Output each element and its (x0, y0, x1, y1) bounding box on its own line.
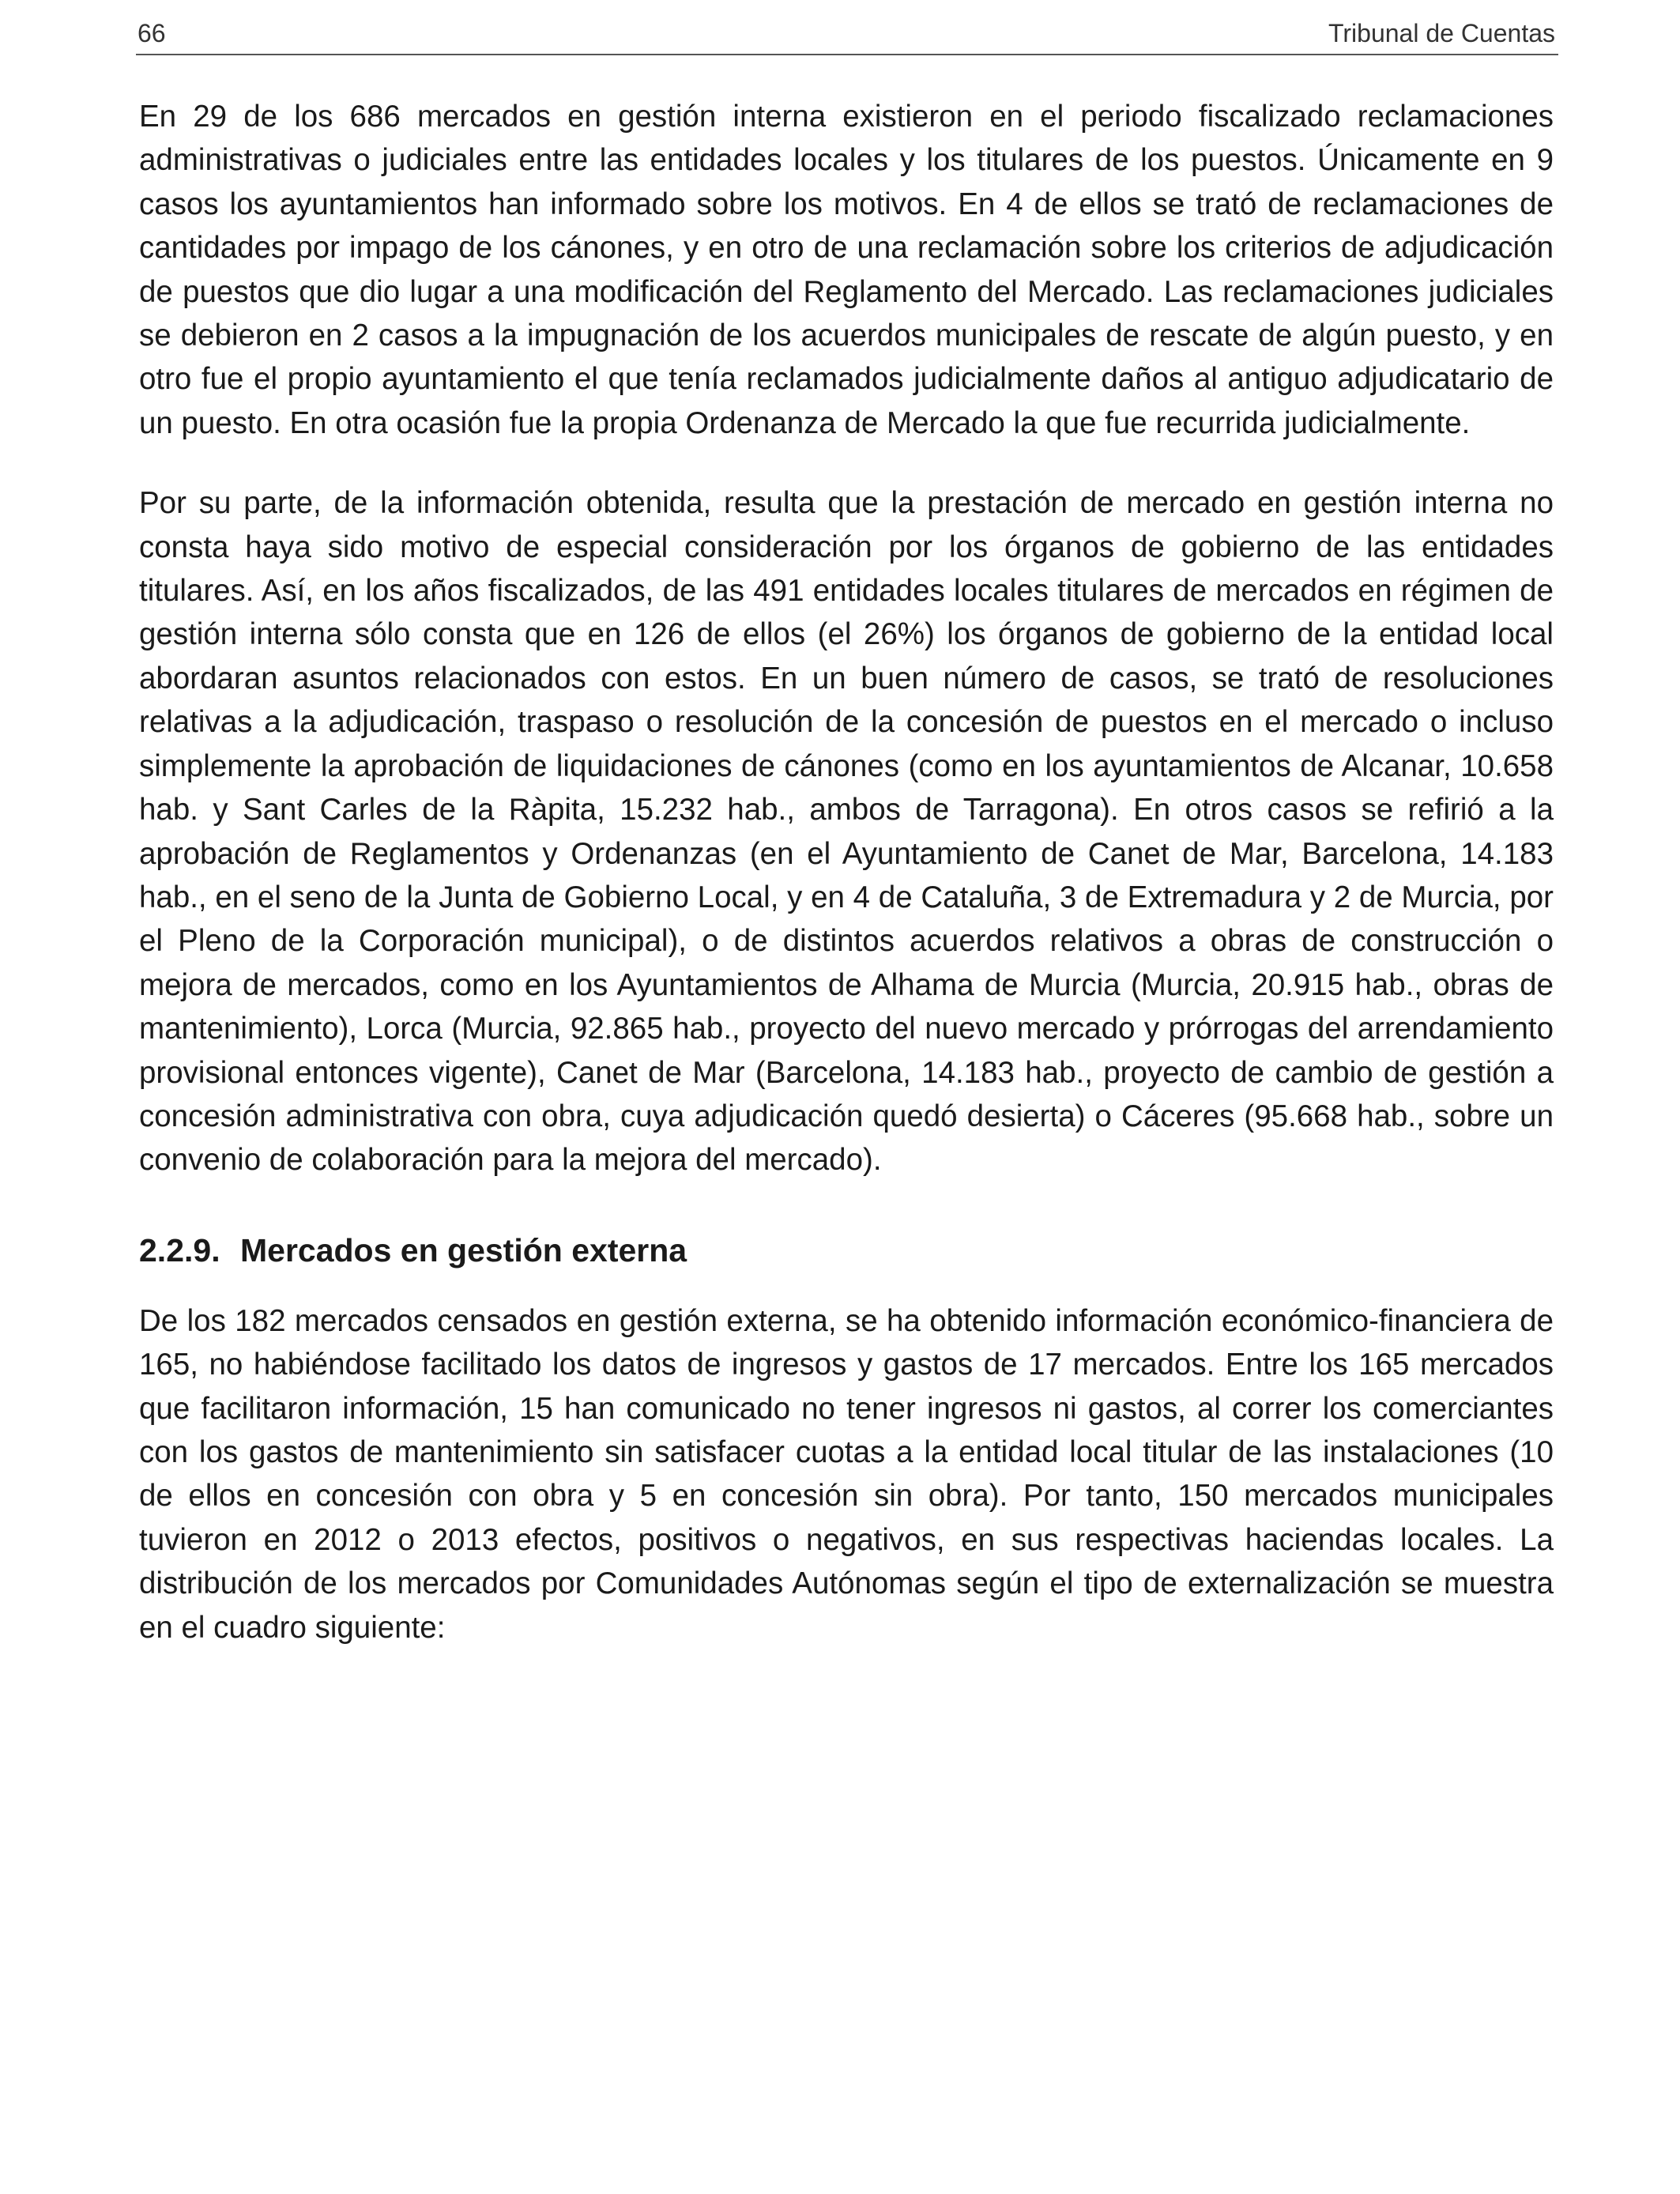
publication-title: Tribunal de Cuentas (1328, 19, 1555, 47)
page-header (136, 14, 1558, 55)
paragraph-gestion-externa: De los 182 mercados censados en gestión externa, se ha obtenido información económico-financiera de 165, no habiéndose facilitado los datos de ingresos y gastos de 17 mercados. Entre los 165 mercados que facilitaron información, 15 han comunicado no tener ingresos ni gastos, al correr los comerciantes con los gastos de mantenimiento sin satisfacer cuotas a la entidad local titular de las instalaciones (10 de ellos en concesión con obra y 5 en concesión sin obra). Por tanto, 150 mercados municipales tuvieron en 2012 o 2013 efectos, positivos o negativos, en sus respectivas haciendas locales. La distribución de los mercados por Comunidades Autónomas según el tipo de externalización se muestra en el cuadro siguiente: (139, 1303, 1554, 1645)
body-content (139, 95, 1554, 1649)
section-title: Mercados en gestión externa (240, 1231, 687, 1269)
paragraph-organos-gobierno: Por su parte, de la información obtenida, resulta que la prestación de mercado en gestión interna no consta haya sido motivo de especial consideración por los órganos de gobierno de las entidades titulares. Así, en los años fiscalizados, de las 491 entidades locales titulares de mercados en régimen de gestión interna sólo consta que en 126 de ellos (el 26%) los órganos de gobierno de la entidad local abordaran asuntos relacionados con estos. En un buen número de casos, se trató de resoluciones relativas a la adjudicación, traspaso o resolución de la concesión de puestos en el mercado o incluso simplemente la aprobación de liquidaciones de cánones (como en los ayuntamientos de Alcanar, 10.658 hab. y Sant Carles de la Ràpita, 15.232 hab., ambos de Tarragona). En otros casos se refirió a la aprobación de Reglamentos y Ordenanzas (en el Ayuntamiento de Canet de Mar, Barcelona, 14.183 hab., en el seno de la Junta de Gobierno Local, y en 4 de Cataluña, 3 de Extremadura y 2 de Murcia, por el Pleno de la Corporación municipal), o de distintos acuerdos relativos a obras de construcción o mejora de mercados, como en los Ayuntamientos de Alhama de Murcia (Murcia, 20.915 hab., obras de mantenimiento), Lorca (Murcia, 92.865 hab., proyecto del nuevo mercado y prórrogas del arrendamiento provisional entonces vigente), Canet de Mar (Barcelona, 14.183 hab., proyecto de cambio de gestión a concesión administrativa con obra, cuya adjudicación quedó desierta) o Cáceres (95.668 hab., sobre un convenio de colaboración para la mejora del mercado). (139, 486, 1554, 1178)
paragraph-reclamaciones: En 29 de los 686 mercados en gestión interna existieron en el periodo fiscalizado reclamaciones administrativas o judiciales entre las entidades locales y los titulares de los puestos. Únicamente en 9 casos los ayuntamientos han informado sobre los motivos. En 4 de ellos se trató de reclamaciones de cantidades por impago de los cánones, y en otro de una reclamación sobre los criterios de adjudicación de puestos que dio lugar a una modificación del Reglamento del Mercado. Las reclamaciones judiciales se debieron en 2 casos a la impugnación de los acuerdos municipales de rescate de algún puesto, y en otro fue el propio ayuntamiento el que tenía reclamados judicialmente daños al antiguo adjudicatario de un puesto. En otra ocasión fue la propia Ordenanza de Mercado la que fue recurrida judicialmente. (139, 100, 1554, 440)
section-number: 2.2.9. (139, 1231, 220, 1269)
page-number: 66 (137, 19, 166, 47)
section-heading (139, 1227, 1554, 1274)
